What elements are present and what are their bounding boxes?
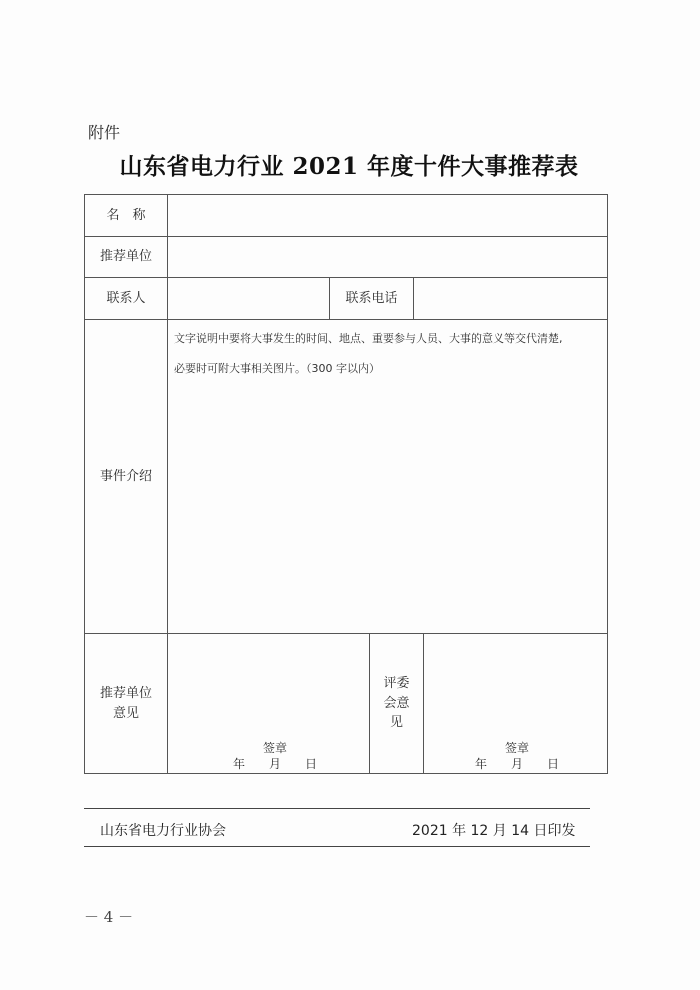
unit-opinion-label — [85, 634, 167, 773]
unit-opinion-label-line: 推荐单位 — [99, 686, 152, 701]
phone-label: 联系电话 — [345, 290, 398, 306]
unit-seal-label: 签章 — [262, 741, 287, 755]
committee-opinion-label-line: 见 — [389, 715, 403, 731]
footer-bottom-rule — [84, 846, 590, 847]
recommending-unit-label: 推荐单位 — [99, 249, 152, 265]
recommendation-form — [84, 194, 608, 774]
issue-date: 2021 年 12 月 14 日印发 — [412, 823, 576, 839]
committee-opinion-label-line: 评委 — [383, 676, 410, 692]
page-title: 山东省电力行业 2021 年度十件大事推荐表 — [119, 153, 579, 180]
event-intro-field[interactable] — [168, 320, 607, 633]
unit-date-label: 年 月 日 — [232, 757, 317, 771]
footer-top-rule — [84, 808, 590, 809]
issuing-organization: 山东省电力行业协会 — [100, 823, 226, 839]
committee-opinion-label-line: 会意 — [383, 695, 410, 711]
committee-date-label: 年 月 日 — [474, 757, 559, 771]
name-label: 名 称 — [106, 207, 146, 223]
event-intro-label: 事件介绍 — [99, 468, 152, 484]
committee-seal-label: 签章 — [504, 741, 529, 755]
contact-field[interactable] — [168, 278, 329, 319]
event-instructions-line: 文字说明中要将大事发生的时间、地点、重要参与人员、大事的意义等交代清楚, — [174, 332, 563, 345]
page-number: － 4 － — [84, 908, 134, 926]
committee-opinion-label — [370, 634, 423, 773]
event-instructions-line: 必要时可附大事相关图片。（300 字以内） — [174, 362, 380, 375]
name-field[interactable] — [168, 195, 607, 236]
attachment-label: 附件 — [88, 123, 121, 142]
phone-field[interactable] — [414, 278, 607, 319]
event-instructions — [174, 324, 606, 384]
recommending-unit-field[interactable] — [168, 237, 607, 277]
contact-label: 联系人 — [106, 290, 146, 306]
unit-opinion-label-line: 意见 — [112, 705, 139, 721]
